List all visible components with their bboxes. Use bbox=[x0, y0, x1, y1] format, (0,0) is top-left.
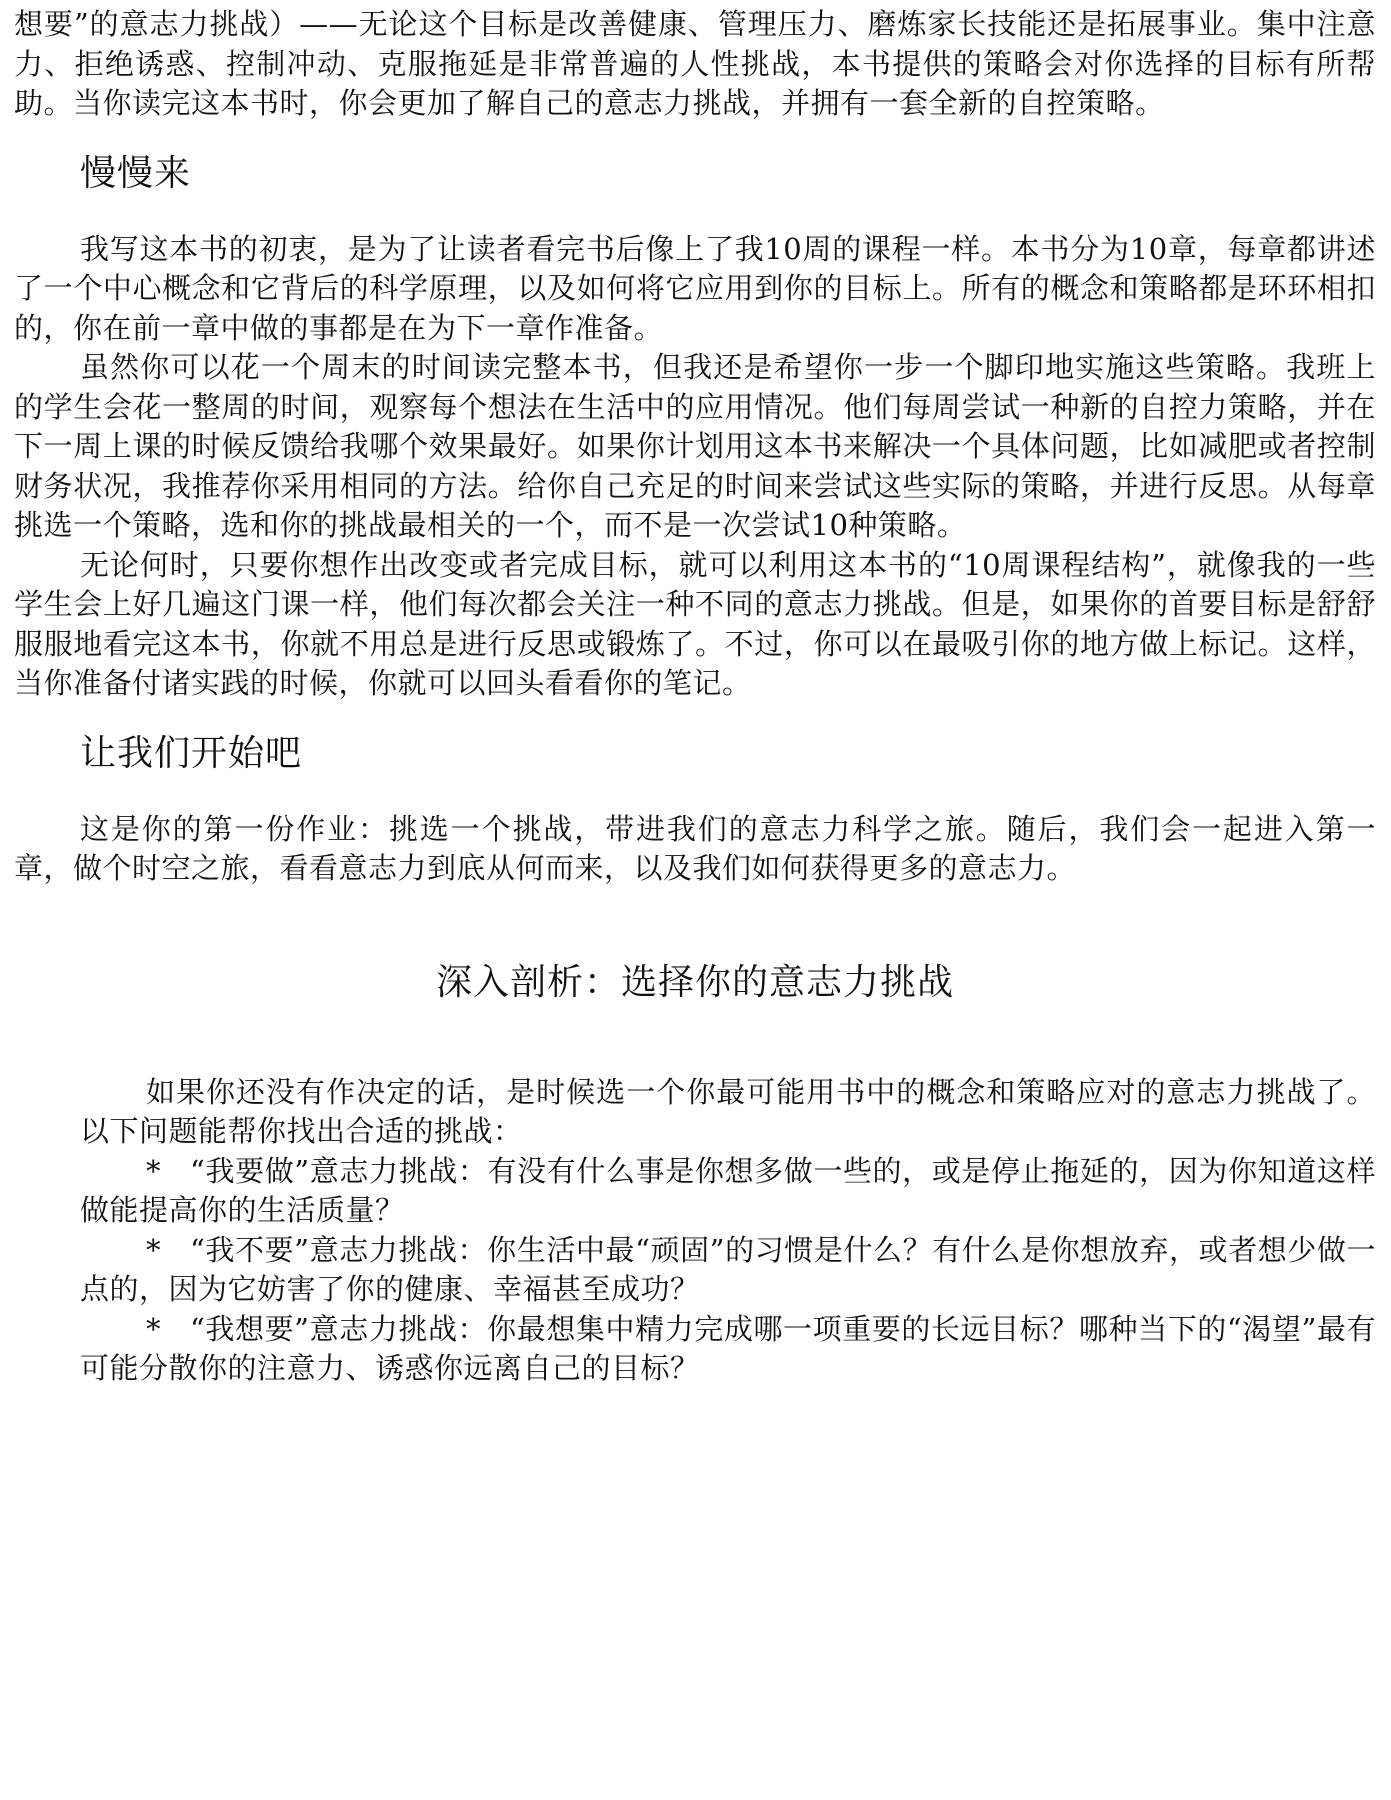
body-paragraph: 这是你的第一份作业：挑选一个挑战，带进我们的意志力科学之旅。随后，我们会一起进入第一章，做个时空之旅，看看意志力到底从何而来，以及我们如何获得更多的意志力。 bbox=[14, 811, 1376, 885]
body-paragraph: 虽然你可以花一个周末的时间读完整本书，但我还是希望你一步一个脚印地实施这些策略。我班上的学生会花一整周的时间，观察每个想法在生活中的应用情况。他们每周尝试一种新的自控力策略，并在下一周上课的时候反馈给我哪个效果最好。如果你计划用这本书来解决一个具体问题，比如减肥或者控制财务状况，我推荐你采用相同的方法。给你自己充足的时间来尝试这些实际的策略，并进行反思。从每章挑选一个策略，选和你的挑战最相关的一个，而不是一次尝试10种策略。 bbox=[14, 350, 1376, 542]
deep-dive-intro: 如果你还没有作决定的话，是时候选一个你最可能用书中的概念和策略应对的意志力挑战了。以下问题能帮你找出合适的挑战： bbox=[80, 1074, 1376, 1148]
bullet-text: “我要做”意志力挑战：有没有什么事是你想多做一些的，或是停止拖延的，因为你知道这样做能提高你的生活质量？ bbox=[80, 1153, 1376, 1227]
section-heading-slow: 慢慢来 bbox=[80, 152, 192, 194]
intro-paragraph: 想要”的意志力挑战）——无论这个目标是改善健康、管理压力、磨炼家长技能还是拓展事业。集中注意力、拒绝诱惑、控制冲动、克服拖延是非常普遍的人性挑战，本书提供的策略会对你选择的目标有所帮助。当你读完这本书时，你会更加了解自己的意志力挑战，并拥有一套全新的自控策略。 bbox=[14, 7, 1376, 120]
bullet-marker: * bbox=[146, 1232, 161, 1267]
bullet-text: “我想要”意志力挑战：你最想集中精力完成哪一项重要的长远目标？哪种当下的“渴望”最有可能分散你的注意力、诱惑你远离自己的目标？ bbox=[80, 1311, 1376, 1385]
section-heading-start: 让我们开始吧 bbox=[80, 732, 303, 774]
deep-dive-title: 深入剖析：选择你的意志力挑战 bbox=[435, 961, 954, 1003]
bullet-marker: * bbox=[146, 1311, 161, 1346]
bullet-item bbox=[80, 1310, 1376, 1389]
document-page bbox=[14, 0, 1376, 1389]
bullet-item bbox=[80, 1231, 1376, 1310]
bullet-text: “我不要”意志力挑战：你生活中最“顽固”的习惯是什么？有什么是你想放弃，或者想少做一点的，因为它妨害了你的健康、幸福甚至成功？ bbox=[80, 1232, 1376, 1306]
section-body-slow bbox=[14, 230, 1376, 704]
bullet-marker: * bbox=[146, 1153, 161, 1188]
body-paragraph: 我写这本书的初衷，是为了让读者看完书后像上了我10周的课程一样。本书分为10章，每章都讲述了一个中心概念和它背后的科学原理，以及如何将它应用到你的目标上。所有的概念和策略都是环环相扣的，你在前一章中做的事都是在为下一章作准备。 bbox=[14, 231, 1376, 345]
bullet-item bbox=[80, 1152, 1376, 1231]
deep-dive-box bbox=[14, 1073, 1376, 1389]
body-paragraph: 无论何时，只要你想作出改变或者完成目标，就可以利用这本书的“10周课程结构”，就像我的一些学生会上好几遍这门课一样，他们每次都会关注一种不同的意志力挑战。但是，如果你的首要目标是舒舒服服地看完这本书，你就不用总是进行反思或锻炼了。不过，你可以在最吸引你的地方做上标记。这样，当你准备付诸实践的时候，你就可以回头看看你的笔记。 bbox=[14, 547, 1376, 700]
